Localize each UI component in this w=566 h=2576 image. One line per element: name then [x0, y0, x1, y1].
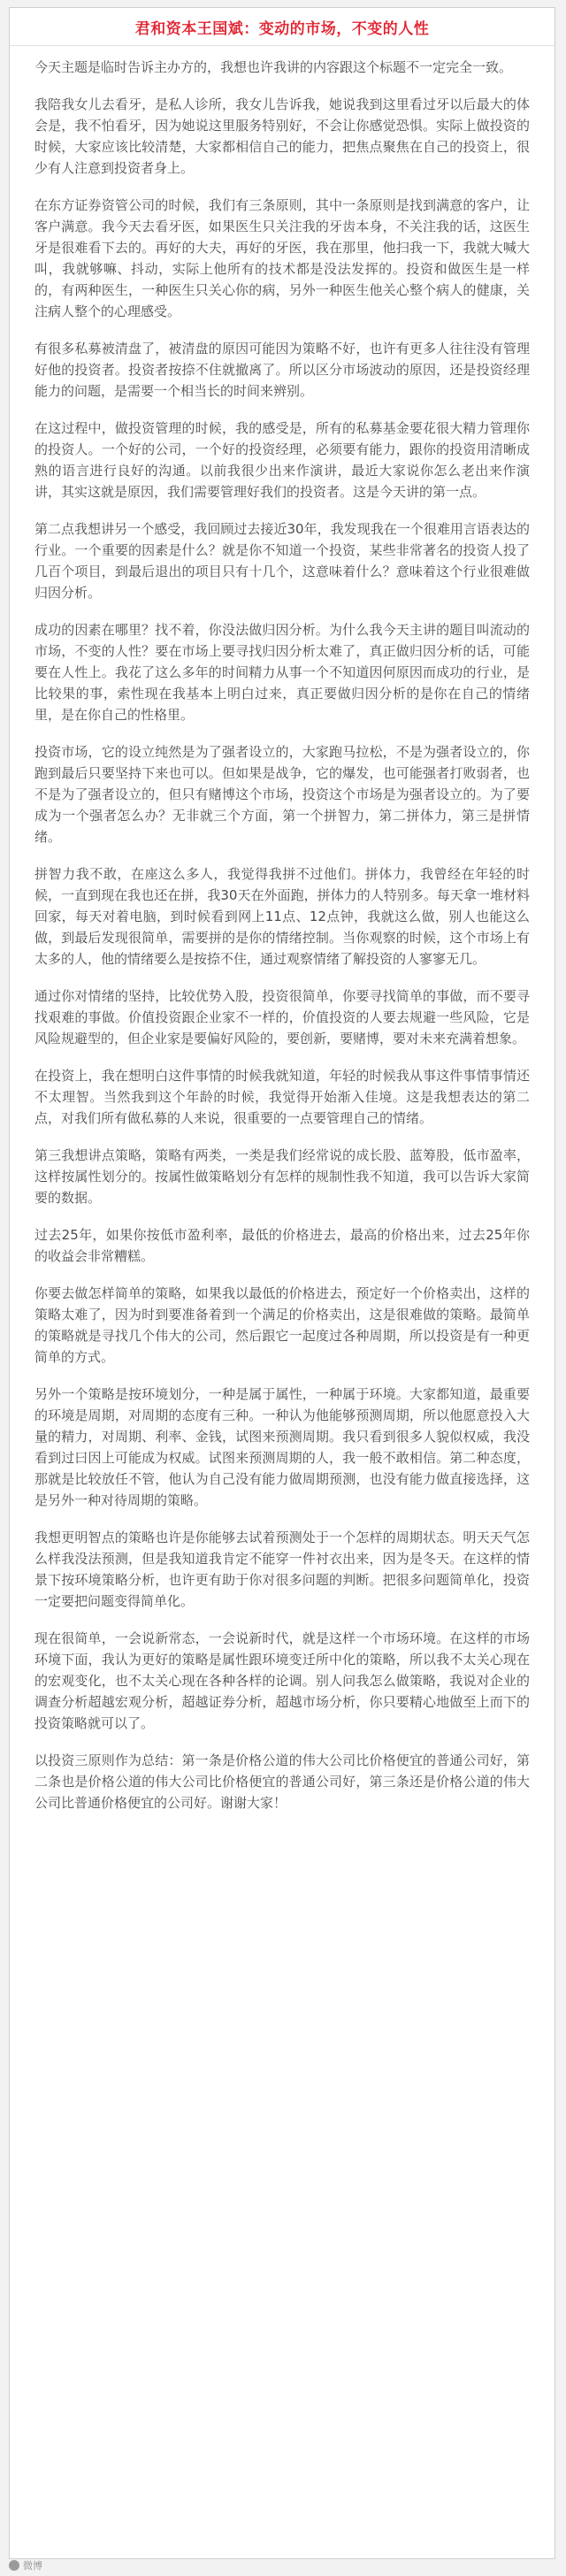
paragraph-2: 我陪我女儿去看牙，是私人诊所，我女儿告诉我，她说我到这里看过牙以后最大的体会是，我不怕看牙，因为她说这里服务特别好，不会让你感觉恐惧。实际上做投资的时候，大家应该比较清楚，大家都相信自己的能力，把焦点聚焦在自己的投资上，很少有人注意到投资者身上。	[34, 96, 530, 176]
paragraph-8: 投资市场，它的设立纯然是为了强者设立的，大家跑马拉松，不是为强者设立的，你跑到最后只要坚持下来也可以。但如果是战争，它的爆发，也可能强者打败弱者，也不是为了强者设立的，但只有赌博这个市场，投资这个市场是为强者设立的。为了要成为一个强者怎么办？无非就三个方面，第一个拼智力，第二拼体力，第三是拼情绪。	[34, 744, 530, 845]
paragraph-11: 在投资上，我在想明白这件事情的时候我就知道，年轻的时候我从事这件事情事情还不太理智。当然我到这个年龄的时候，我觉得开始渐入佳境。这是我想表达的第二点，对我们所有做私募的人来说，很重要的一点要管理自己的情绪。	[34, 1068, 530, 1126]
paragraph-6: 第二点我想讲另一个感受，我回顾过去接近30年，我发现我在一个很难用言语表达的行业。一个重要的因素是什么？就是你不知道一个投资，某些非常著名的投资人投了几百个项目，到最后退出的项目只有十几个，这意味着什么？意味着这个行业很难做归因分析。	[34, 521, 530, 601]
paragraph-16: 我想更明智点的策略也许是你能够去试着预测处于一个怎样的周期状态。明天天气怎么样我没法预测，但是我知道我肯定不能穿一件衬衣出来，因为是冬天。在这样的情景下按环境策略分析，也许更有助于你对很多问题的判断。把很多问题简单化，投资一定要把问题变得简单化。	[34, 1530, 530, 1609]
title-bar	[10, 8, 555, 46]
paragraph-3: 在东方证券资管公司的时候，我们有三条原则，其中一条原则是找到满意的客户，让客户满意。我今天去看牙医，如果医生只关注我的牙齿本身，不关注我的话，这医生牙是很难看下去的。再好的大夫，再好的牙医，我在那里，他扫我一下，我就大喊大叫，我就够嘛、抖动，实际上他所有的技术都是没法发挥的。投资和做医生是一样的，有两种医生，一种医生只关心你的病，另外一种医生他关心整个病人的健康，关注病人整个的心理感受。	[34, 197, 530, 319]
paragraph-13: 过去25年，如果你按低市盈利率，最低的价格进去，最高的价格出来，过去25年你的收益会非常糟糕。	[34, 1227, 530, 1264]
article-card	[9, 7, 555, 2559]
weibo-watermark	[9, 2558, 42, 2572]
paragraph-1: 今天主题是临时告诉主办方的，我想也许我讲的内容跟这个标题不一定完全一致。	[34, 59, 513, 75]
paragraph-5: 在这过程中，做投资管理的时候，我的感受是，所有的私募基金要花很大精力管理你的投资人。一个好的公司，一个好的投资经理，必须要有能力，跟你的投资用清晰成熟的语言进行良好的沟通。以前我很少出来作演讲，最近大家说你怎么老出来作演讲，其实这就是原因，我们需要管理好我们的投资者。这是今天讲的第一点。	[34, 420, 530, 500]
paragraph-14: 你要去做怎样简单的策略，如果我以最低的价格进去，预定好一个价格卖出，这样的策略太难了，因为时到要准备着到一个满足的价格卖出，这是很难做的策略。最简单的策略就是寻找几个伟大的公司，然后跟它一起度过各种周期，所以投资是有一种更简单的方式。	[34, 1285, 530, 1365]
paragraph-10: 通过你对情绪的坚持，比较优势入股，投资很简单，你要寻找简单的事做，而不要寻找艰难的事做。价值投资跟企业家不一样的，价值投资的人要去规避一些风险，它是风险规避型的，但企业家是要偏好风险的，要创新，要赌博，要对未来充满着想象。	[34, 988, 530, 1046]
watermark-text: 微博	[23, 2560, 42, 2572]
paragraph-18: 以投资三原则作为总结：第一条是价格公道的伟大公司比价格便宜的普通公司好，第二条也是价格公道的伟大公司比价格便宜的普通公司好，第三条还是价格公道的伟大公司比普通价格便宜的公司好。谢谢大家！	[34, 1752, 530, 1811]
paragraph-15: 另外一个策略是按环境划分，一种是属于属性，一种属于环境。大家都知道，最重要的环境是周期，对周期的态度有三种。一种认为他能够预测周期，所以他愿意投入大量的精力，对周期、利率、金钱，试图来预测周期。我只看到很多人貌似权威，我没看到过曰因上可能成为权威。试图来预测周期的人，我一般不敢相信。第二种态度，那就是比较放任不管，他认为自己没有能力做周期预测，也没有能力做直接选择，这是另外一种对待周期的策略。	[34, 1386, 530, 1508]
paragraph-7: 成功的因素在哪里？找不着，你没法做归因分析。为什么我今天主讲的题目叫流动的市场，不变的人性？要在市场上要寻找归因分析太难了，真正做归因分析的话，可能要在人性上。我花了这么多年的时间精力从事一个不知道因何原因而成功的行业，是比较果的事，索性现在我基本上明白过来，真正要做归因分析的是你在自己的情绪里，是在你自己的性格里。	[34, 622, 530, 723]
paragraph-12: 第三我想讲点策略，策略有两类，一类是我们经常说的成长股、蓝筹股，低市盈率，这样按属性划分的。按属性做策略划分有怎样的规制性我不知道，我可以告诉大家简要的数据。	[34, 1147, 530, 1206]
weibo-icon	[9, 2560, 19, 2571]
paragraph-9: 拼智力我不敢，在座这么多人，我觉得我拼不过他们。拼体力，我曾经在年轻的时候，一直到现在我也还在拼，我30天在外面跑，拼体力的人特别多。每天拿一堆材料回家，每天对着电脑，到时候看到网上11点、12点钟，我就这么做，别人也能这么做，到最后发现很简单，需要拼的是你的情绪控制。当你观察的时候，这个市场上有太多的人，他的情绪要么是按捺不住，通过观察情绪了解投资的人寥寥无几。	[34, 866, 530, 967]
article-title: 君和资本王国斌：变动的市场，不变的人性	[134, 19, 430, 38]
article-body	[10, 46, 555, 1813]
paragraph-17: 现在很简单，一会说新常态，一会说新时代，就是这样一个市场环境。在这样的市场环境下面，我认为更好的策略是属性跟环境变迁所中化的策略，所以我不太关心现在的宏观变化，也不太关心现在各种各样的论调。别人问我怎么做策略，我说对企业的调查分析超越宏观分析，超越证券分析，超越市场分析，你只要精心地做至上而下的投资策略就可以了。	[34, 1630, 530, 1731]
paragraph-4: 有很多私募被清盘了，被清盘的原因可能因为策略不好，也许有更多人往往没有管理好他的投资者。投资者按捺不住就撤离了。所以区分市场波动的原因，还是投资经理能力的问题，是需要一个相当长的时间来辨别。	[34, 341, 530, 399]
